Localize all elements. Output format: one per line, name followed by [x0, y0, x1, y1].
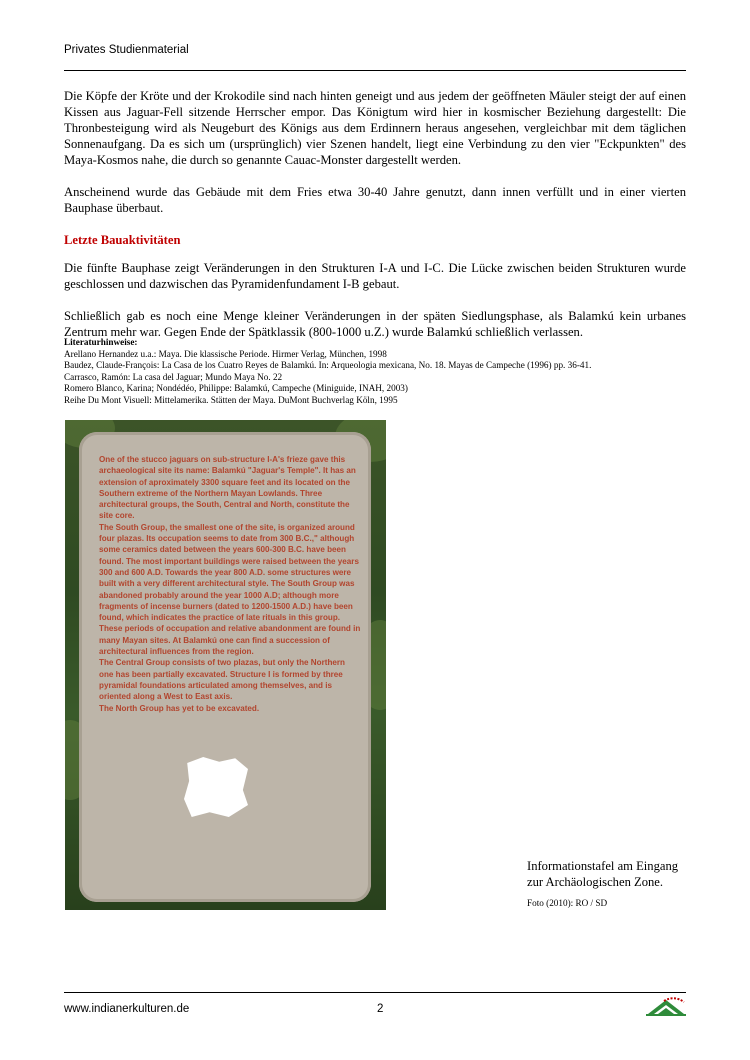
sign-paragraph: The South Group, the smallest one of the site, is organized around four plazas. Its occupation seems to date from 300 B.C.," although some ceramics dated between the years 600-300 B.C. have been found. The most important buildings were raised between the years 300 and 600 A.D. Towards the year 800 A.D. some structures were built with a very different architectural style. The South Group was abandoned probably around the year 1000 A.D; although more fragments of incense burners (dated to 1200-1500 A.D.) have been found, which indicates the practice of late rituals in this group.: [99, 522, 359, 623]
literature-entry: Reihe Du Mont Visuell: Mittelamerika. Stätten der Maya. DuMont Buchverlag Köln, 1995: [64, 394, 398, 405]
literature-entry: Arellano Hernandez u.a.: Maya. Die klassische Periode. Hirmer Verlag, München, 1998: [64, 348, 387, 359]
literature-entry: Baudez, Claude-François: La Casa de los Cuatro Reyes de Balamkú. In: Arqueologia mexicana, No. 18. Mayas de Campeche (1996) pp. 36-41.: [64, 360, 592, 370]
paragraph: Die fünfte Bauphase zeigt Veränderungen in den Strukturen I-A und I-C. Die Lücke zwischen beiden Strukturen wurde geschlossen und dazwischen das Pyramidenfundament I-B gebaut.: [64, 261, 686, 291]
footer-divider: [64, 992, 686, 993]
indianerkulturen-logo-icon: [642, 996, 690, 1016]
paragraph: Die Köpfe der Kröte und der Krokodile sind nach hinten geneigt und aus jedem der geöffneten Mäuler steigt der auf einen Kissen aus Jaguar-Fell sitzende Herrscher empor. Das Königtum wird hier in kosmischer Beziehung dargestellt: Die Thronbesteigung wird als Neugeburt des Königs aus dem Erdinnern heraus angesehen, vergleichbar mit dem täglichen Sonnenaufgang. Da es sich um (ursprünglich) vier Szenen handelt, liegt eine Verbindung zu den vier "Eckpunkten" des Maya-Kosmos nahe, die durch so genannte Cauac-Monster dargestellt werden.: [64, 89, 686, 167]
literature-entry: Romero Blanco, Karina; Nondédéo, Philippe: Balamkú, Campeche (Miniguide, INAH, 2003): [64, 383, 408, 393]
literature-entry: Carrasco, Ramón: La casa del Jaguar; Mundo Maya No. 22: [64, 371, 283, 382]
footer-url: www.indianerkulturen.de: [64, 1003, 190, 1015]
information-sign: [79, 432, 371, 902]
sign-paragraph: The Central Group consists of two plazas, but only the Northern one has been partially excavated. Structure I is formed by three pyramidal foundations articulated among themselves, and is oriented along a West to East axis.: [99, 658, 345, 702]
caption-line: Informationstafel am Eingang: [527, 859, 679, 873]
page-header: Privates Studienmaterial: [64, 44, 189, 56]
sign-photo: [65, 420, 386, 910]
page-number: 2: [377, 1003, 384, 1015]
photo-caption: [527, 858, 697, 890]
body-text: [64, 88, 686, 356]
sign-paragraph: One of the stucco jaguars on sub-structure I-A's frieze gave this archaeological site its name: Balamkú "Jaguar's Temple". It has an extension of aproximately 3300 square feet and its located on the Southern extreme of the Northern Mayan Lowlands. Three architectural groups, the South, Central and North, constitute the site core.: [99, 455, 356, 521]
sign-paragraph: The North Group has yet to be excavated.: [99, 703, 260, 713]
caption-line: zur Archäologischen Zone.: [527, 875, 664, 889]
literature-list: [64, 337, 686, 406]
paragraph: Schließlich gab es noch eine Menge kleiner Veränderungen in der späten Siedlungsphase, als Balamkú kein urbanes Zentrum mehr war. Gegen Ende der Spätklassik (800-1000 u.Z.) wurde Balamkú schließlich verlassen.: [64, 309, 686, 339]
paragraph: Anscheinend wurde das Gebäude mit dem Fries etwa 30-40 Jahre genutzt, dann innen verfüllt und in einer vierten Bauphase überbaut.: [64, 185, 686, 215]
photo-credit: Foto (2010): RO / SD: [527, 898, 608, 908]
sign-paragraph: These periods of occupation and relative abandonment are found in many Mayan sites. At Balamkú one can find a succession of architectural influences from the region.: [99, 624, 361, 657]
literature-title: Literaturhinweise:: [64, 337, 138, 347]
sign-damage-patch: [184, 757, 248, 817]
section-title: Letzte Bauaktivitäten: [64, 233, 181, 247]
header-divider: [64, 70, 686, 71]
sign-text: [99, 454, 361, 714]
